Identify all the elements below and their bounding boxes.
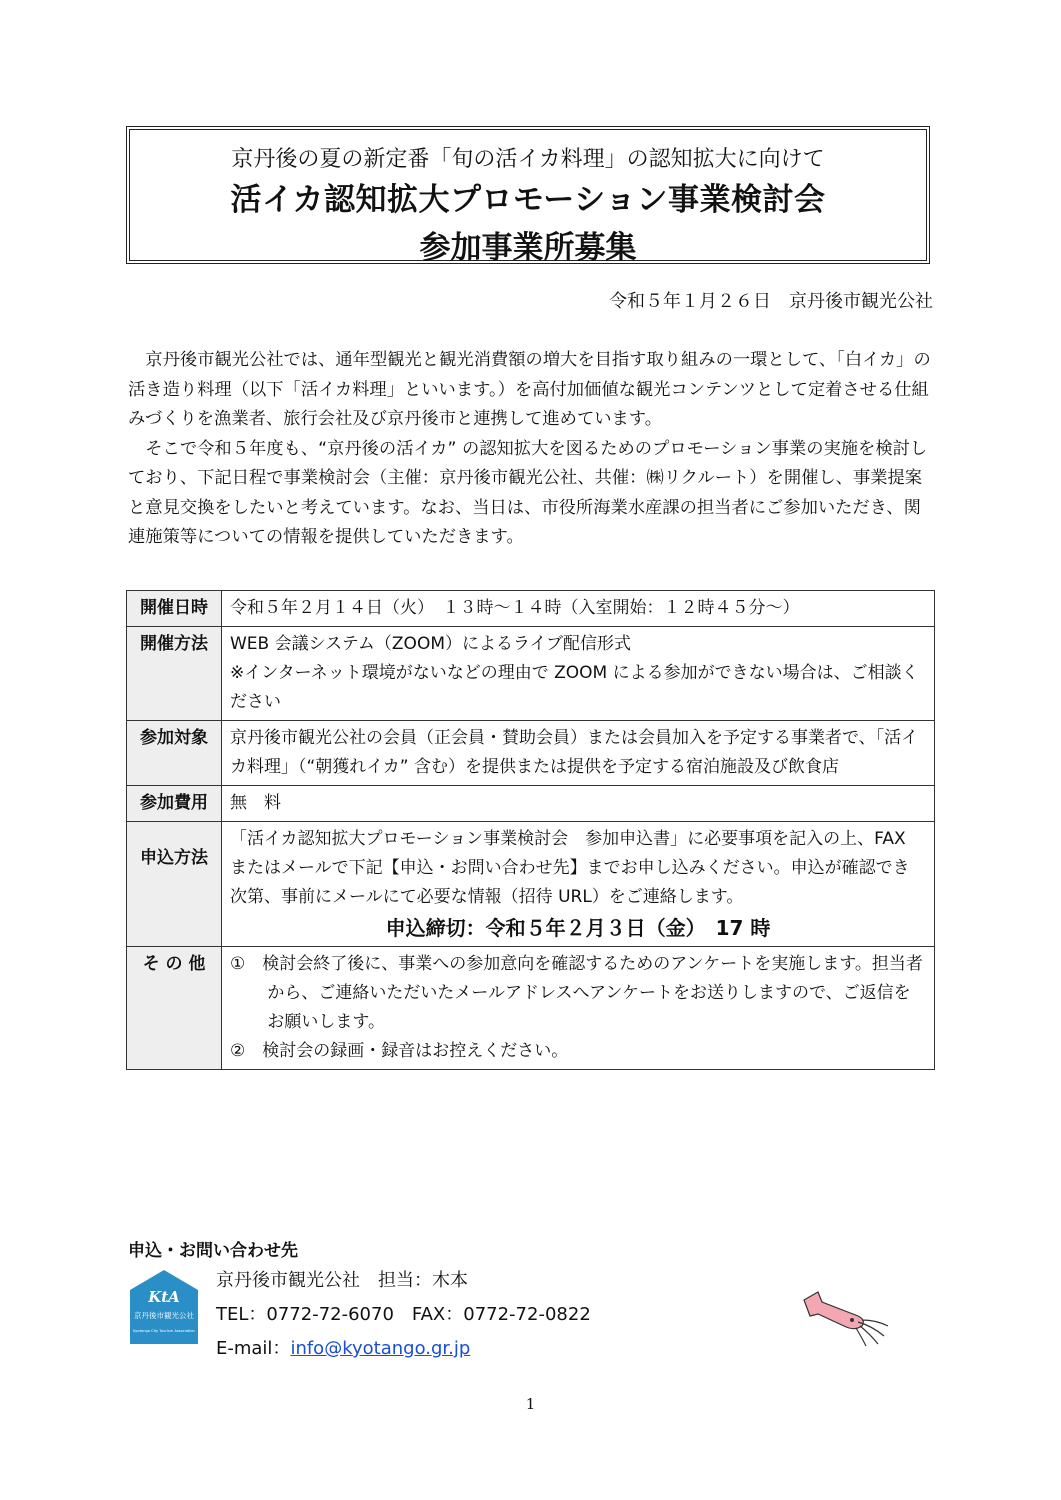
logo-name: 京丹後市観光公社 — [134, 1311, 194, 1320]
apply-text: 「活イカ認知拡大プロモーション事業検討会 参加申込書」に必要事項を記入の上、FAX またはメールで下記【申込・お問い合わせ先】までお申し込みください。申込が確認でき次第、事前にメールにて必要な情報（招待 URL）をご連絡します。 — [230, 829, 910, 907]
table-row-target — [127, 721, 935, 786]
method-line1: WEB 会議システム（ZOOM）によるライブ配信形式 — [230, 634, 631, 654]
title-box — [126, 126, 930, 264]
contact-heading: 申込・お問い合わせ先 — [128, 1241, 298, 1261]
table-row-date — [127, 591, 935, 627]
subtitle: 京丹後の夏の新定番「旬の活イカ料理」の認知拡大に向けて — [231, 147, 825, 172]
page-title: 活イカ認知拡大プロモーション事業検討会 — [230, 182, 826, 218]
intro-paragraph-1: 京丹後市観光公社では、通年型観光と観光消費額の増大を目指す取り組みの一環として、「白イカ」の活き造り料理（以下「活イカ料理」といいます。）を高付加価値な観光コンテンツとして定着させる仕組みづくりを漁業者、旅行会社及び京丹後市と連携して進めています。 — [128, 350, 931, 429]
squid-icon — [800, 1286, 892, 1348]
other-item-1: ① 検討会終了後に、事業への参加意向を確認するためのアンケートを実施します。担当者から、ご連絡いただいたメールアドレスへアンケートをお送りしますので、ご返信をお願いします。 — [230, 954, 923, 1032]
contact-phone: TEL：0772-72-6070 FAX：0772-72-0822 — [216, 1304, 591, 1325]
apply-value — [222, 822, 935, 947]
contact-org: 京丹後市観光公社 担当：木本 — [216, 1270, 468, 1291]
date-value: 令和５年２月１４日（火） １３時～１４時（入室開始：１２時４５分～） — [222, 591, 935, 627]
deadline: 申込締切：令和５年２月３日（金） 17 時 — [385, 916, 771, 940]
page-title-line2: 参加事業所募集 — [419, 230, 637, 266]
email-link[interactable]: info@kyotango.gr.jp — [290, 1338, 471, 1359]
intro-paragraph-2: そこで令和５年度も、“京丹後の活イカ” の認知拡大を図るためのプロモーション事業の実施を検討しており、下記日程で事業検討会（主催：京丹後市観光公社、共催：㈱リクルート）を開催し、事業提案と意見交換をしたいと考えています。なお、当日は、市役所海業水産課の担当者にご参加いただき、関連施策等についての情報を提供していただきます。 — [128, 438, 928, 547]
intro-text — [128, 346, 934, 553]
apply-label: 申込方法 — [127, 822, 222, 947]
logo-english: Kyotango City Tourism Association — [133, 1329, 195, 1333]
method-label: 開催方法 — [127, 627, 222, 721]
target-label: 参加対象 — [127, 721, 222, 786]
method-line2: ※インターネット環境がないなどの理由で ZOOM による参加ができない場合は、ご相談ください — [230, 663, 919, 712]
table-row-other — [127, 947, 935, 1070]
logo-mark: KtA — [148, 1288, 180, 1306]
contact-email-line — [216, 1332, 591, 1366]
method-value — [222, 627, 935, 721]
other-value — [222, 947, 935, 1070]
fee-label: 参加費用 — [127, 786, 222, 822]
table-row-method — [127, 627, 935, 721]
info-table — [126, 590, 935, 1070]
table-row-fee — [127, 786, 935, 822]
target-value: 京丹後市観光公社の会員（正会員・賛助会員）または会員加入を予定する事業者で、「活イカ料理」（“朝獲れイカ” 含む）を提供または提供を予定する宿泊施設及び飲食店 — [222, 721, 935, 786]
contact-details — [216, 1264, 591, 1366]
email-prefix: E-mail： — [216, 1338, 291, 1359]
fee-value: 無 料 — [222, 786, 935, 822]
dateline: 令和５年１月２６日 京丹後市観光公社 — [609, 291, 933, 312]
other-label: そ の 他 — [127, 947, 222, 1070]
tourism-association-logo — [128, 1268, 200, 1346]
table-row-apply — [127, 822, 935, 947]
page-number: 1 — [525, 1395, 536, 1413]
date-label: 開催日時 — [127, 591, 222, 627]
other-item-2: ② 検討会の録画・録音はお控えください。 — [230, 1041, 569, 1061]
